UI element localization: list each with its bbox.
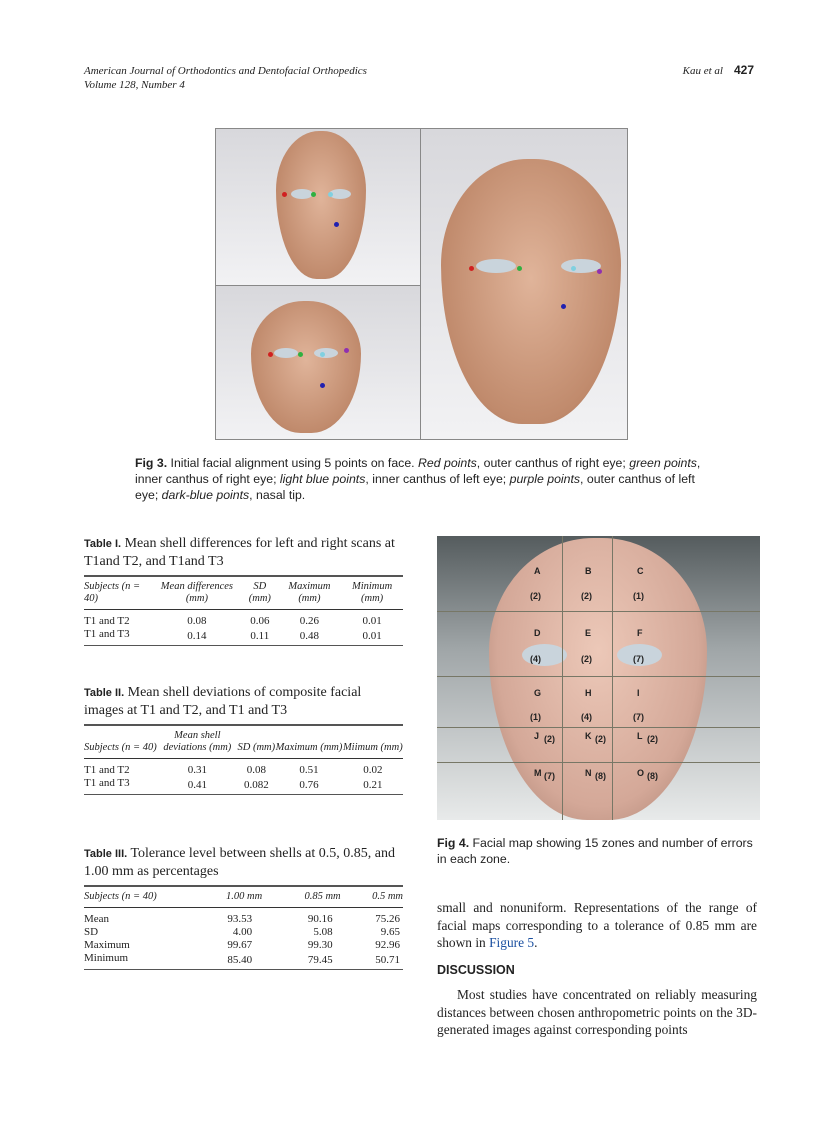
cell: 0.26: [299, 615, 320, 627]
fig3-label: Fig 3.: [135, 456, 168, 470]
cell: 85.40: [227, 954, 253, 966]
cell: 92.96: [375, 939, 400, 951]
face-panel-right: [420, 128, 628, 440]
table-label: Table III.: [84, 848, 128, 860]
col-header: Mean shell deviations (mm): [163, 730, 232, 753]
table-1: [84, 535, 403, 646]
caption-text: , outer canthus of left eye;: [135, 472, 695, 502]
cell: Maximum: [84, 939, 130, 951]
col-header: Subjects (n = 40): [84, 891, 157, 902]
zone-letter: G: [534, 688, 542, 698]
fig4-caption: [437, 835, 757, 867]
caption-term: green points: [629, 456, 697, 470]
cell: 0.41: [187, 779, 207, 791]
zone-letter: E: [585, 628, 592, 638]
cell: 0.01: [362, 615, 382, 627]
figure-5-link[interactable]: Figure 5: [489, 935, 535, 950]
zone-letter: F: [637, 628, 643, 638]
cell: T1 and T2: [84, 615, 130, 627]
col-header: SD (mm): [248, 581, 271, 604]
cell: 0.02: [363, 764, 383, 776]
col-header: Subjects (n = 40): [84, 742, 157, 753]
zone-letter: A: [534, 566, 541, 576]
cell: 0.31: [187, 764, 207, 776]
cell: 99.30: [307, 939, 333, 951]
zone-letter: O: [637, 768, 645, 778]
authors: Kau et al: [682, 65, 723, 77]
cell: 4.00: [232, 926, 253, 938]
body-paragraph-1: [437, 899, 757, 952]
paragraph-text: small and nonuniform. Representations of the range of facial maps corresponding to a tolerance of 0.85 mm are shown in: [437, 900, 757, 950]
fig3-caption: [135, 455, 705, 503]
zone-error-count: (2): [544, 734, 555, 744]
caption-term: purple points: [509, 472, 581, 486]
cell: 90.16: [307, 913, 333, 925]
caption-term: Red points: [418, 456, 477, 470]
caption-text: , inner canthus of left eye;: [365, 472, 510, 486]
zone-error-count: (2): [595, 734, 606, 744]
cell: 0.51: [299, 764, 319, 776]
col-header: 0.85 mm: [304, 891, 341, 902]
table-title: Mean shell deviations of composite facial images at T1 and T2, and T1 and T3: [84, 685, 362, 718]
table-title: Mean shell differences for left and right scans at T1and T2, and T1and T3: [84, 536, 395, 569]
running-header: [84, 64, 367, 92]
fig4-label: Fig 4.: [437, 836, 470, 850]
zone-error-count: (8): [647, 771, 658, 781]
journal-volume: Volume 128, Number 4: [84, 79, 185, 91]
cell: T1 and T3: [84, 777, 130, 789]
table-2: [84, 684, 403, 795]
col-header: Miimum (mm): [342, 742, 403, 753]
col-header: 1.00 mm: [225, 891, 263, 902]
cell: 0.082: [243, 779, 269, 791]
zone-letter: M: [534, 768, 542, 778]
page-header-right: [683, 63, 754, 78]
caption-term: light blue points: [279, 472, 366, 486]
col-header: Maximum (mm): [275, 742, 343, 753]
cell: 99.67: [227, 939, 253, 951]
caption-term: dark-blue points: [161, 488, 250, 502]
zone-error-count: (8): [595, 771, 606, 781]
cell: 0.11: [250, 630, 270, 642]
cell: 75.26: [375, 913, 400, 925]
caption-text: Facial map showing 15 zones and number of errors in each zone.: [437, 836, 753, 866]
col-header: Minimum (mm): [351, 581, 393, 604]
cell: 0.14: [187, 630, 207, 642]
zone-error-count: (2): [530, 591, 541, 601]
zone-letter: K: [585, 731, 592, 741]
zone-error-count: (7): [633, 712, 644, 722]
cell: 0.76: [299, 779, 319, 791]
table-title: Tolerance level between shells at 0.5, 0.85, and 1.00 mm as percentages: [84, 846, 395, 879]
table-label: Table I.: [84, 538, 122, 550]
zone-error-count: (1): [530, 712, 541, 722]
cell: 0.48: [299, 630, 320, 642]
cell: 50.71: [375, 954, 400, 966]
zone-letter: I: [637, 688, 640, 698]
cell: SD: [84, 926, 99, 938]
cell: Minimum: [84, 952, 129, 964]
cell: 0.06: [250, 615, 270, 627]
caption-text: , nasal tip.: [249, 488, 306, 502]
cell: 79.45: [307, 954, 333, 966]
zone-letter: L: [637, 731, 643, 741]
caption-text: Initial facial alignment using 5 points on face.: [170, 456, 418, 470]
zone-letter: J: [534, 731, 540, 741]
zone-error-count: (1): [633, 591, 644, 601]
cell: 0.08: [246, 764, 266, 776]
cell: 93.53: [227, 913, 253, 925]
zone-letter: H: [585, 688, 592, 698]
col-header: Subjects (n = 40): [84, 581, 141, 604]
caption-text: , inner canthus of right eye;: [135, 456, 701, 486]
col-header: Maximum (mm): [288, 581, 331, 604]
zone-error-count: (7): [544, 771, 555, 781]
paragraph-text: .: [534, 935, 538, 950]
zone-error-count: (2): [581, 654, 592, 664]
cell: T1 and T2: [84, 764, 130, 776]
col-header: SD (mm): [237, 742, 276, 753]
zone-error-count: (2): [581, 591, 592, 601]
zone-error-count: (2): [647, 734, 658, 744]
journal-name: American Journal of Orthodontics and Dentofacial Orthopedics: [84, 65, 367, 77]
zone-error-count: (4): [581, 712, 592, 722]
zone-letter: B: [585, 566, 592, 576]
section-heading: DISCUSSION: [437, 963, 515, 977]
table-3: [84, 845, 403, 970]
body-paragraph-2: Most studies have concentrated on reliably measuring distances between chosen anthropometric points on the 3D-generated images against corresponding points: [437, 987, 757, 1037]
cell: 9.65: [380, 926, 400, 938]
cell: 0.21: [363, 779, 383, 791]
cell: 0.01: [362, 630, 382, 642]
zone-error-count: (4): [530, 654, 541, 664]
zone-letter: N: [585, 768, 592, 778]
cell: 0.08: [187, 615, 207, 627]
zone-letter: D: [534, 628, 541, 638]
page-number: 427: [733, 63, 754, 77]
col-header: Mean differences (mm): [160, 581, 234, 604]
face-panel-bottom-left: [215, 285, 422, 440]
zone-error-count: (7): [633, 654, 644, 664]
cell: T1 and T3: [84, 628, 130, 640]
cell: 5.08: [313, 926, 333, 938]
figure-4-facial-map: [437, 536, 760, 820]
table-label: Table II.: [84, 687, 125, 699]
face-panel-top-left: [215, 128, 422, 287]
cell: Mean: [84, 913, 110, 925]
caption-text: , outer canthus of right eye;: [476, 456, 630, 470]
col-header: 0.5 mm: [372, 891, 403, 902]
zone-letter: C: [637, 566, 644, 576]
